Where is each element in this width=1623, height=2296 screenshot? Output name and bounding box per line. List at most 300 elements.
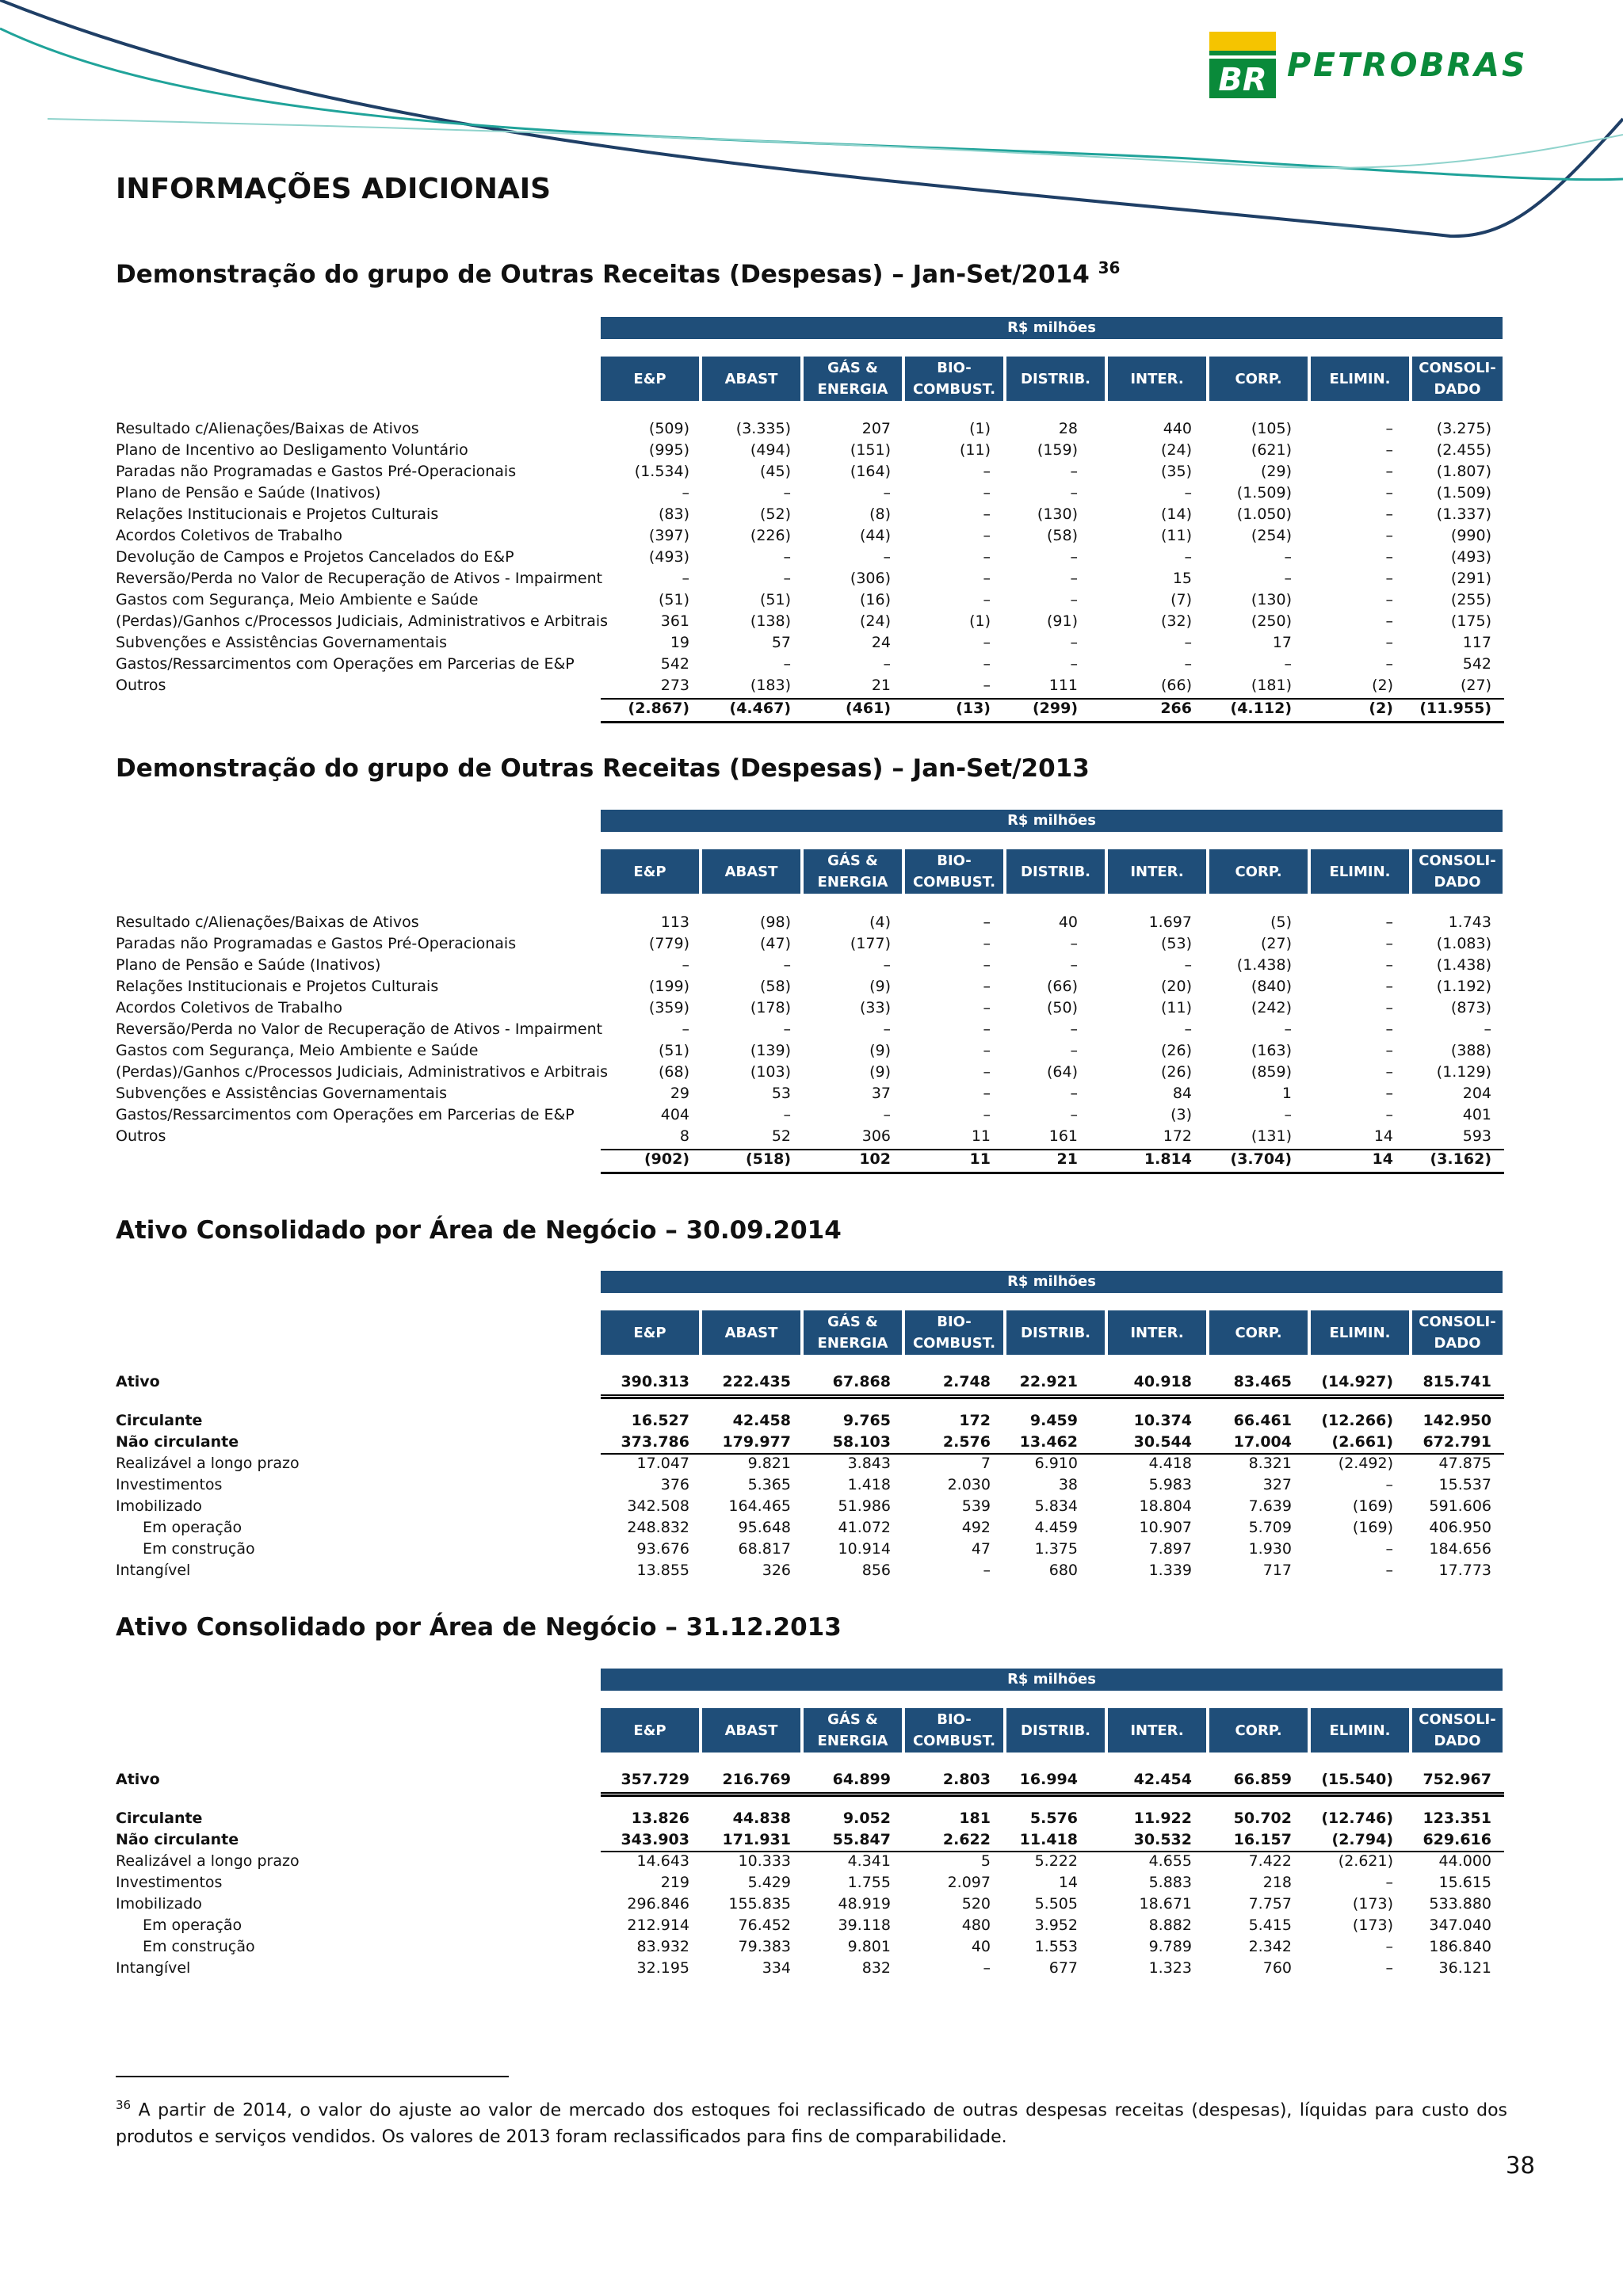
cell-value: – (1385, 1085, 1393, 1102)
cell-value: – (1070, 935, 1078, 952)
cell-value: 95.648 (738, 1519, 791, 1536)
cell-value: (995) (648, 441, 689, 459)
column-header (905, 849, 1003, 894)
cell-value: (299) (1032, 700, 1078, 717)
column-header-label: BIO-COMBUST. (912, 1711, 996, 1749)
cell-value: 5.222 (1034, 1852, 1078, 1870)
cell-value: – (1070, 548, 1078, 566)
cell-value: (24) (859, 612, 891, 630)
cell-value: – (983, 1085, 991, 1102)
cell-value: 1.323 (1148, 1959, 1192, 1977)
cell-value: (181) (1251, 677, 1292, 694)
cell-value: (163) (1251, 1042, 1292, 1059)
table-row (116, 1917, 1504, 1938)
cell-value: – (983, 1106, 991, 1123)
cell-value: 16.157 (1233, 1831, 1292, 1848)
cell-value: 66.461 (1233, 1412, 1292, 1429)
cell-value: (35) (1160, 463, 1192, 480)
cell-value: 179.977 (722, 1433, 791, 1451)
column-header-label: ABAST (724, 1722, 778, 1739)
cell-value: – (883, 1020, 891, 1038)
footnote-reference: 36 (1098, 258, 1121, 277)
cell-value: 172 (1163, 1127, 1192, 1145)
cell-value: (47) (759, 935, 791, 952)
cell-value: 342.508 (627, 1497, 689, 1515)
cell-value: 17.004 (1233, 1433, 1292, 1451)
cell-value: – (1284, 1020, 1292, 1038)
cell-value: 219 (660, 1874, 689, 1891)
cell-value: 8.882 (1148, 1917, 1192, 1934)
cell-value: – (983, 956, 991, 974)
cell-value: – (1184, 548, 1192, 566)
cell-value: 9.765 (842, 1412, 891, 1429)
cell-value: (58) (759, 978, 791, 995)
column-header (702, 357, 800, 401)
section-title: INFORMAÇÕES ADICIONAIS (116, 173, 552, 205)
cell-value: (177) (850, 935, 891, 952)
table-row (116, 1063, 1504, 1085)
cell-value: (98) (759, 913, 791, 931)
table-rule (601, 698, 1504, 700)
table-row (116, 1959, 1504, 1981)
table-title (116, 754, 1090, 783)
table-rule (601, 1397, 1504, 1399)
cell-value: 2.342 (1248, 1938, 1292, 1955)
cell-value: (4) (869, 913, 891, 931)
table-row (116, 527, 1504, 548)
cell-value: (58) (1046, 527, 1078, 544)
cell-value: (159) (1037, 441, 1078, 459)
cell-value: 5.429 (747, 1874, 791, 1891)
cell-value: – (1385, 463, 1393, 480)
cell-value: 2.803 (942, 1771, 991, 1788)
cell-value: – (1070, 1106, 1078, 1123)
column-header-label: GÁS & ENERGIA (817, 360, 888, 398)
column-header-label: CONSOLI-DADO (1419, 360, 1496, 398)
cell-value: 2.097 (947, 1874, 991, 1891)
column-header (601, 1708, 699, 1753)
cell-value: – (1385, 655, 1393, 673)
column-header-label: CONSOLI-DADO (1419, 1314, 1496, 1352)
cell-value: – (1385, 527, 1393, 544)
cell-value: 10.333 (738, 1852, 791, 1870)
cell-value: (83) (658, 505, 689, 523)
column-header (702, 1310, 800, 1355)
cell-value: (242) (1251, 999, 1292, 1016)
cell-value: – (1070, 956, 1078, 974)
cell-value: – (783, 484, 791, 502)
cell-value: 18.671 (1139, 1895, 1192, 1913)
column-header-label: CONSOLI-DADO (1419, 1711, 1496, 1749)
cell-value: 21 (1056, 1150, 1078, 1168)
cell-value: (169) (1352, 1497, 1393, 1515)
column-header-label: GÁS & ENERGIA (817, 852, 888, 891)
row-label: Intangível (116, 1562, 191, 1579)
cell-value: 83.465 (1233, 1373, 1292, 1390)
cell-value: 390.313 (621, 1373, 689, 1390)
cell-value: (359) (648, 999, 689, 1016)
cell-value: 6.910 (1034, 1455, 1078, 1472)
cell-value: 13.855 (636, 1562, 689, 1579)
table-row (116, 1895, 1504, 1917)
cell-value: – (883, 484, 891, 502)
row-label: Investimentos (116, 1874, 223, 1891)
cell-value: 856 (861, 1562, 891, 1579)
cell-value: 480 (961, 1917, 991, 1934)
cell-value: (250) (1251, 612, 1292, 630)
cell-value: (7) (1170, 591, 1192, 608)
table-row (116, 1476, 1504, 1497)
cell-value: (2) (1369, 700, 1393, 717)
cell-value: (902) (643, 1150, 689, 1168)
cell-value: – (783, 956, 791, 974)
cell-value: 343.903 (621, 1831, 689, 1848)
column-header (601, 357, 699, 401)
unit-label: R$ milhões (601, 1669, 1503, 1691)
cell-value: 212.914 (627, 1917, 689, 1934)
row-label: Relações Institucionais e Projetos Culturais (116, 978, 439, 995)
cell-value: 38 (1058, 1476, 1078, 1493)
row-label: Realizável a longo prazo (116, 1852, 300, 1870)
cell-value: – (983, 1959, 991, 1977)
cell-value: – (783, 570, 791, 587)
cell-value: 717 (1262, 1562, 1292, 1579)
cell-value: – (1184, 655, 1192, 673)
cell-value: (103) (750, 1063, 791, 1081)
cell-value: – (783, 1106, 791, 1123)
table-row (116, 548, 1504, 570)
cell-value: 1.930 (1248, 1540, 1292, 1558)
table-row (116, 1771, 1504, 1792)
cell-value: (840) (1251, 978, 1292, 995)
cell-value: (51) (759, 591, 791, 608)
cell-value: 113 (660, 913, 689, 931)
cell-value: (51) (658, 1042, 689, 1059)
table-row (116, 1497, 1504, 1519)
cell-value: 376 (660, 1476, 689, 1493)
row-label: Reversão/Perda no Valor de Recuperação de Ativos - Impairment (116, 570, 603, 587)
column-header-label: DISTRIB. (1021, 1324, 1090, 1341)
column-header (905, 1310, 1003, 1355)
column-header (1209, 1708, 1308, 1753)
unit-label: R$ milhões (601, 317, 1503, 339)
cell-value: 24 (871, 634, 891, 651)
cell-value: 76.452 (738, 1917, 791, 1934)
cell-value: 53 (771, 1085, 791, 1102)
cell-value: 542 (660, 655, 689, 673)
cell-value: 47 (971, 1540, 991, 1558)
column-header-label: DISTRIB. (1021, 370, 1090, 387)
cell-value: (199) (648, 978, 689, 995)
cell-value: (1.509) (1236, 484, 1292, 502)
cell-value: (2.621) (1338, 1852, 1393, 1870)
cell-value: 2.030 (947, 1476, 991, 1493)
column-header-label: CORP. (1235, 1324, 1282, 1341)
column-header (905, 357, 1003, 401)
cell-value: 2.748 (942, 1373, 991, 1390)
cell-value: (11) (959, 441, 991, 459)
column-header-label: CORP. (1235, 863, 1282, 880)
cell-value: – (983, 999, 991, 1016)
cell-value: (1) (969, 612, 991, 630)
cell-value: – (1385, 1874, 1393, 1891)
cell-value: (24) (1160, 441, 1192, 459)
cell-value: (131) (1251, 1127, 1292, 1145)
row-label: Paradas não Programadas e Gastos Pré-Operacionais (116, 935, 517, 952)
cell-value: 248.832 (627, 1519, 689, 1536)
cell-value: 629.616 (1423, 1831, 1491, 1848)
cell-value: (1.129) (1436, 1063, 1491, 1081)
cell-value: (9) (869, 1042, 891, 1059)
column-header (1311, 1708, 1409, 1753)
cell-value: 32.195 (636, 1959, 689, 1977)
cell-value: – (1385, 570, 1393, 587)
cell-value: – (1385, 978, 1393, 995)
cell-value: – (1385, 420, 1393, 437)
table-rule (601, 1149, 1504, 1150)
cell-value: (16) (859, 591, 891, 608)
cell-value: (3) (1170, 1106, 1192, 1123)
column-header-label: BIO-COMBUST. (912, 852, 996, 891)
cell-value: 440 (1163, 420, 1192, 437)
cell-value: – (1385, 634, 1393, 651)
cell-value: – (1070, 634, 1078, 651)
cell-value: (130) (1037, 505, 1078, 523)
cell-value: – (1385, 1562, 1393, 1579)
cell-value: – (1385, 1063, 1393, 1081)
row-label: Gastos com Segurança, Meio Ambiente e Saúde (116, 1042, 479, 1059)
column-header (1311, 357, 1409, 401)
table-row (116, 1831, 1504, 1852)
cell-value: 13.826 (631, 1810, 689, 1827)
cell-value: – (983, 913, 991, 931)
cell-value: (494) (750, 441, 791, 459)
cell-value: 401 (1462, 1106, 1491, 1123)
cell-value: – (1385, 1959, 1393, 1977)
cell-value: 677 (1048, 1959, 1078, 1977)
cell-value: – (1284, 570, 1292, 587)
column-header (1209, 357, 1308, 401)
cell-value: – (1385, 1938, 1393, 1955)
column-header-label: E&P (633, 1324, 666, 1341)
cell-value: 334 (762, 1959, 791, 1977)
cell-value: 680 (1048, 1562, 1078, 1579)
column-header (1412, 849, 1503, 894)
cell-value: – (1070, 1042, 1078, 1059)
cell-value: 55.847 (832, 1831, 891, 1848)
footnote (116, 2092, 1507, 2151)
cell-value: (621) (1251, 441, 1292, 459)
cell-value: 1.418 (847, 1476, 891, 1493)
cell-value: 17.047 (636, 1455, 689, 1472)
cell-value: 15.615 (1438, 1874, 1491, 1891)
cell-value: (1.050) (1236, 505, 1292, 523)
cell-value: 41.072 (838, 1519, 891, 1536)
cell-value: (66) (1046, 978, 1078, 995)
cell-value: – (983, 527, 991, 544)
cell-value: – (1070, 463, 1078, 480)
cell-value: (44) (859, 527, 891, 544)
cell-value: 1.375 (1034, 1540, 1078, 1558)
column-header-label: DISTRIB. (1021, 863, 1090, 880)
column-header (804, 357, 902, 401)
cell-value: – (983, 505, 991, 523)
column-header (1006, 1708, 1105, 1753)
cell-value: (4.467) (729, 700, 791, 717)
cell-value: 5.883 (1148, 1874, 1192, 1891)
column-header (1311, 1310, 1409, 1355)
cell-value: (33) (859, 999, 891, 1016)
cell-value: 306 (861, 1127, 891, 1145)
column-header (601, 1310, 699, 1355)
table-row (116, 463, 1504, 484)
cell-value: (64) (1046, 1063, 1078, 1081)
cell-value: (1.083) (1436, 935, 1491, 952)
cell-value: – (1385, 1020, 1393, 1038)
cell-value: – (783, 548, 791, 566)
cell-value: 117 (1462, 634, 1491, 651)
cell-value: 1.755 (847, 1874, 891, 1891)
column-header (601, 849, 699, 894)
row-label: (Perdas)/Ganhos c/Processos Judiciais, Administrativos e Arbitrais (116, 612, 609, 630)
cell-value: 542 (1462, 655, 1491, 673)
row-label: Gastos/Ressarcimentos com Operações em Parcerias de E&P (116, 655, 575, 673)
cell-value: 123.351 (1423, 1810, 1491, 1827)
table-rule (601, 1794, 1504, 1797)
cell-value: – (783, 655, 791, 673)
cell-value: (173) (1352, 1895, 1393, 1913)
unit-label: R$ milhões (601, 810, 1503, 832)
cell-value: (3.335) (735, 420, 791, 437)
cell-value: – (783, 1020, 791, 1038)
column-header-label: ABAST (724, 863, 778, 880)
cell-value: 5 (980, 1852, 991, 1870)
column-header-label: ABAST (724, 1324, 778, 1341)
table-row (116, 1020, 1504, 1042)
cell-value: (1.438) (1236, 956, 1292, 974)
cell-value: 9.789 (1148, 1938, 1192, 1955)
row-label: Realizável a longo prazo (116, 1455, 300, 1472)
cell-value: – (983, 1020, 991, 1038)
cell-value: (11) (1160, 999, 1192, 1016)
cell-value: (27) (1260, 935, 1292, 952)
cell-value: (509) (648, 420, 689, 437)
cell-value: (2) (1372, 677, 1393, 694)
cell-value: 22.921 (1019, 1373, 1078, 1390)
cell-value: 18.804 (1139, 1497, 1192, 1515)
column-header (1006, 1310, 1105, 1355)
cell-value: (11.955) (1419, 700, 1491, 717)
cell-value: 273 (660, 677, 689, 694)
cell-value: 11 (969, 1150, 991, 1168)
cell-value: 30.544 (1133, 1433, 1192, 1451)
table-rule (601, 1394, 1504, 1396)
cell-value: (14) (1160, 505, 1192, 523)
row-label: Plano de Pensão e Saúde (Inativos) (116, 956, 381, 974)
column-header (1108, 849, 1206, 894)
cell-value: (990) (1450, 527, 1491, 544)
table-row (116, 1519, 1504, 1540)
cell-value: (68) (658, 1063, 689, 1081)
cell-value: 111 (1048, 677, 1078, 694)
cell-value: – (1184, 956, 1192, 974)
column-header (702, 1708, 800, 1753)
cell-value: – (983, 463, 991, 480)
table-row (116, 484, 1504, 505)
cell-value: – (983, 1042, 991, 1059)
column-header-label: INTER. (1130, 863, 1184, 880)
table-row (116, 1106, 1504, 1127)
cell-value: 184.656 (1429, 1540, 1491, 1558)
cell-value: – (1385, 935, 1393, 952)
cell-value: 9.801 (847, 1938, 891, 1955)
cell-value: 58.103 (832, 1433, 891, 1451)
cell-value: (12.746) (1321, 1810, 1393, 1827)
cell-value: 42.458 (732, 1412, 791, 1429)
cell-value: 50.702 (1233, 1810, 1292, 1827)
column-header-label: BIO-COMBUST. (912, 1314, 996, 1352)
column-header-label: CONSOLI-DADO (1419, 852, 1496, 891)
table-title (116, 1216, 842, 1245)
cell-value: (1.807) (1436, 463, 1491, 480)
cell-value: 1.814 (1144, 1150, 1192, 1168)
column-header (702, 849, 800, 894)
cell-value: – (983, 484, 991, 502)
table-row (116, 1042, 1504, 1063)
cell-value: (130) (1251, 591, 1292, 608)
cell-value: 347.040 (1429, 1917, 1491, 1934)
cell-value: 222.435 (722, 1373, 791, 1390)
cell-value: 8 (679, 1127, 689, 1145)
row-label: Em construção (143, 1938, 255, 1955)
row-label: Ativo (116, 1373, 160, 1390)
cell-value: (2.794) (1331, 1831, 1393, 1848)
cell-value: – (1385, 1106, 1393, 1123)
cell-value: – (1385, 548, 1393, 566)
column-header-label: CORP. (1235, 1722, 1282, 1739)
row-label: Resultado c/Alienações/Baixas de Ativos (116, 913, 419, 931)
cell-value: – (983, 1063, 991, 1081)
cell-value: (53) (1160, 935, 1192, 952)
cell-value: 186.840 (1429, 1938, 1491, 1955)
cell-value: 36.121 (1438, 1959, 1491, 1977)
cell-value: (254) (1251, 527, 1292, 544)
row-label: Não circulante (116, 1433, 239, 1451)
row-label: Ativo (116, 1771, 160, 1788)
cell-value: – (682, 484, 689, 502)
cell-value: (1.509) (1436, 484, 1491, 502)
cell-value: 28 (1058, 420, 1078, 437)
cell-value: 406.950 (1429, 1519, 1491, 1536)
column-header (1412, 1708, 1503, 1753)
cell-value: – (1385, 956, 1393, 974)
table-row (116, 913, 1504, 935)
column-header (1209, 1310, 1308, 1355)
cell-value: 64.899 (832, 1771, 891, 1788)
cell-value: 373.786 (621, 1433, 689, 1451)
cell-value: 172 (959, 1412, 991, 1429)
cell-value: 327 (1262, 1476, 1292, 1493)
cell-value: (15.540) (1321, 1771, 1393, 1788)
table-row (116, 978, 1504, 999)
cell-value: (1) (969, 420, 991, 437)
cell-value: 5.505 (1034, 1895, 1078, 1913)
cell-value: (3.275) (1436, 420, 1491, 437)
cell-value: 5.709 (1248, 1519, 1292, 1536)
column-header-label: GÁS & ENERGIA (817, 1711, 888, 1749)
cell-value: 11.922 (1133, 1810, 1192, 1827)
footnote-text: A partir de 2014, o valor do ajuste ao valor de mercado dos estoques foi reclassificado de outras despesas receitas (despesas), líquidas para custo dos produtos e serviços vendidos. Os valores de 2013 foram reclassificados para fins de comparabilidade. (116, 2100, 1508, 2148)
